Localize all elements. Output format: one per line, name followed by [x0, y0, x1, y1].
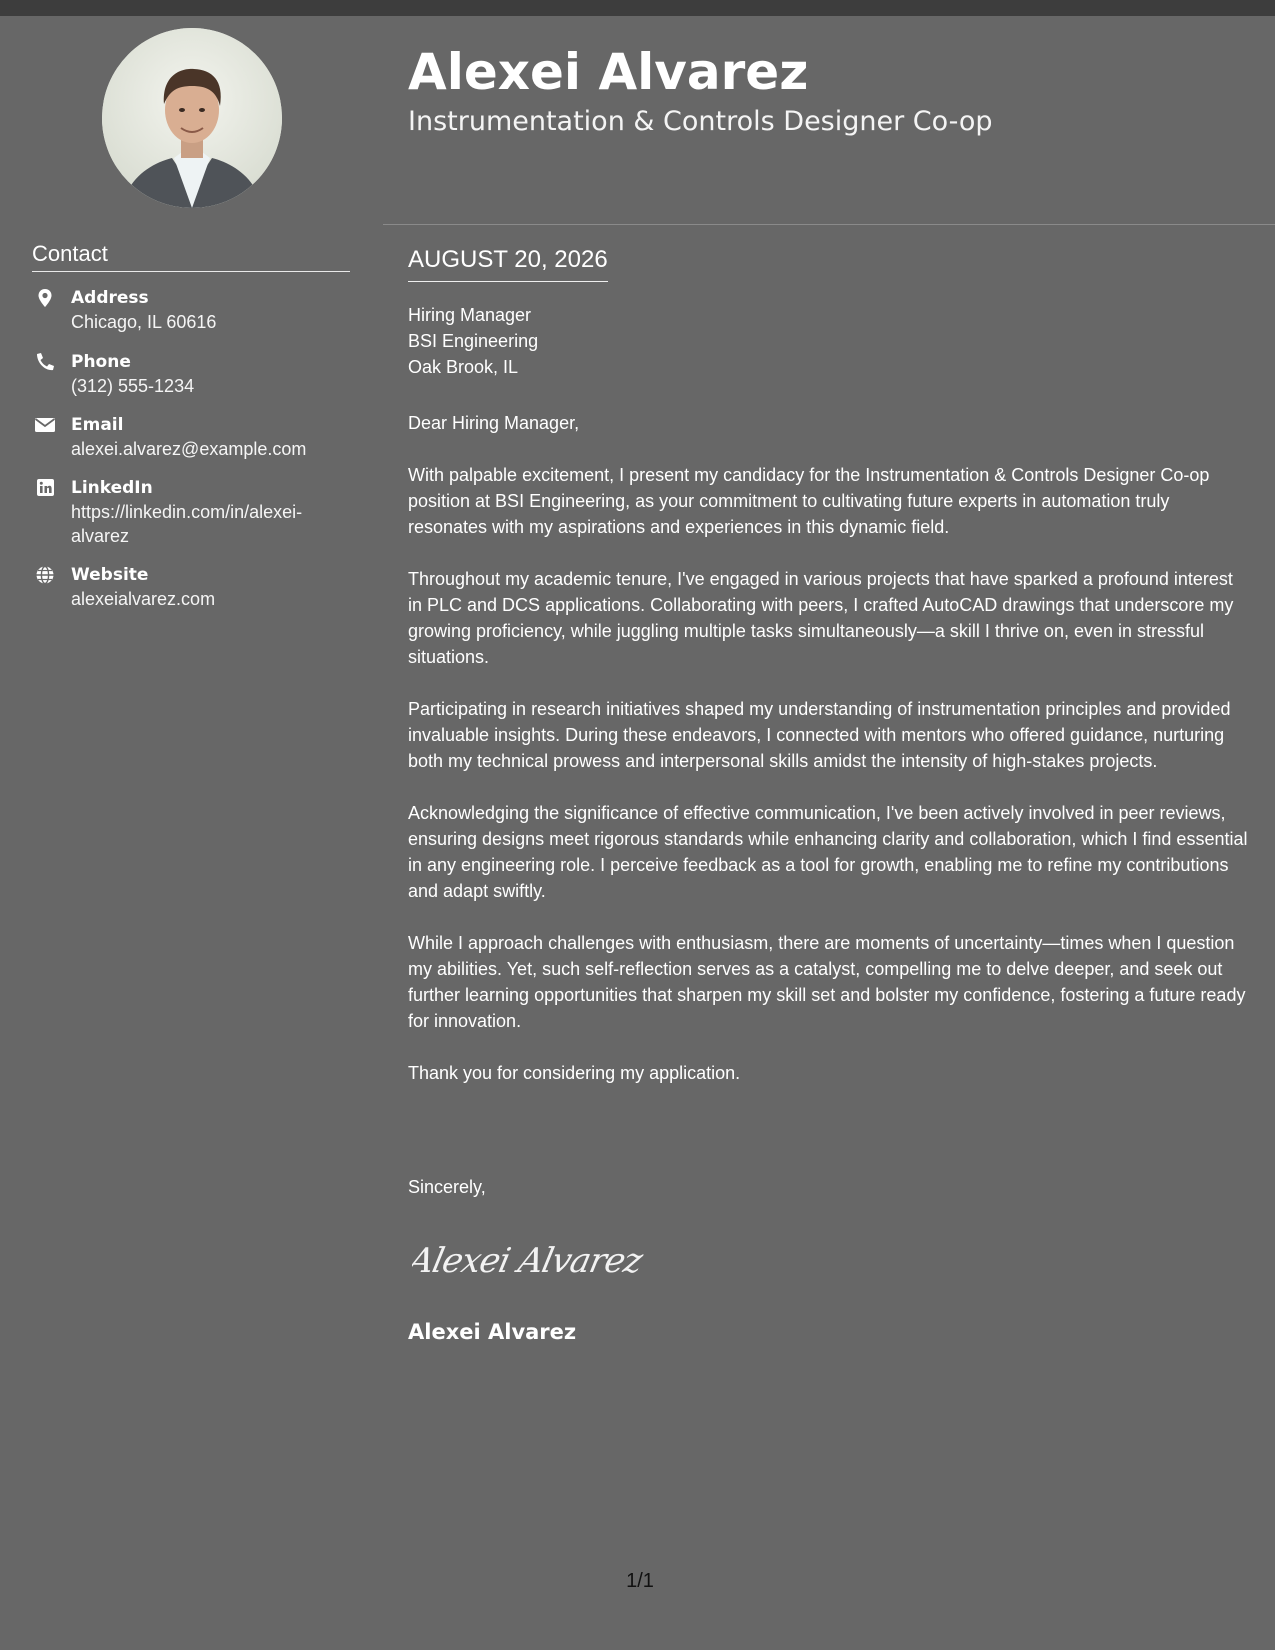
page-number: 1/1 [626, 1570, 654, 1592]
map-pin-icon [32, 288, 58, 308]
paragraph: While I approach challenges with enthusiasm, there are moments of uncertainty—times when I question my abilities. Yet, such self-reflection serves as a catalyst, compelling me to delve deeper, and seek out further learning opportunities that sharpen my skill set and bolster my confidence, fostering a future ready for innovation. [408, 933, 1246, 1031]
job-title: Instrumentation & Controls Designer Co-op [408, 106, 993, 137]
recipient-line: Hiring Manager [408, 305, 532, 325]
phone-value: (312) 555-1234 [71, 376, 195, 396]
paragraph: Thank you for considering my application. [408, 1063, 741, 1083]
top-bar [0, 0, 1275, 16]
website-label: Website [71, 565, 149, 585]
letter-body [408, 410, 1248, 1112]
recipient-block [408, 302, 538, 380]
closing: Sincerely, [408, 1177, 486, 1197]
paragraph: With palpable excitement, I present my candidacy for the Instrumentation & Controls Designer Co-op position at BSI Engineering, as your commitment to cultivating future experts in automation truly resonates with my aspirations and experiences in this dynamic field. [408, 465, 1210, 537]
paragraph: Participating in research initiatives shaped my understanding of instrumentation principles and provided invaluable insights. During these endeavors, I connected with mentors who offered guidance, nurturing both my technical prowess and interpersonal skills amidst the intensity of high-stakes projects. [408, 699, 1231, 771]
address-label: Address [71, 288, 149, 308]
handwritten-signature [412, 1230, 672, 1290]
letter-date: AUGUST 20, 2026 [408, 245, 608, 282]
envelope-icon [32, 415, 58, 435]
signed-name: Alexei Alvarez [408, 1320, 577, 1344]
globe-icon [32, 565, 58, 585]
phone-icon [32, 352, 58, 372]
salutation: Dear Hiring Manager, [408, 413, 580, 433]
website-link[interactable]: alexeialvarez.com [71, 589, 216, 609]
paragraph: Throughout my academic tenure, I've engaged in various projects that have sparked a profound interest in PLC and DCS applications. Collaborating with peers, I crafted AutoCAD drawings that underscore my growing proficiency, while juggling multiple tasks simultaneously—a skill I thrive on, even in stressful situations. [408, 569, 1234, 667]
linkedin-label: LinkedIn [71, 478, 153, 498]
paragraph: Acknowledging the significance of effective communication, I've been actively involved in peer reviews, ensuring designs meet rigorous standards while enhancing clarity and collaboration, which I find essential in any engineering role. I perceive feedback as a tool for growth, enabling me to refine my contributions and adapt swiftly. [408, 803, 1248, 901]
header-divider [383, 224, 1275, 225]
svg-text:Alexei Alvarez: Alexei Alvarez [412, 1241, 646, 1281]
linkedin-icon [32, 478, 58, 498]
recipient-line: BSI Engineering [408, 331, 539, 351]
recipient-line: Oak Brook, IL [408, 357, 519, 377]
email-label: Email [71, 415, 124, 435]
contact-heading: Contact [32, 240, 350, 272]
phone-label: Phone [71, 352, 131, 372]
address-value: Chicago, IL 60616 [71, 312, 217, 332]
candidate-name: Alexei Alvarez [408, 43, 809, 101]
profile-photo [102, 28, 282, 208]
email-link[interactable]: alexei.alvarez@example.com [71, 439, 307, 459]
linkedin-link[interactable]: https://linkedin.com/in/alexei-alvarez [71, 502, 303, 546]
